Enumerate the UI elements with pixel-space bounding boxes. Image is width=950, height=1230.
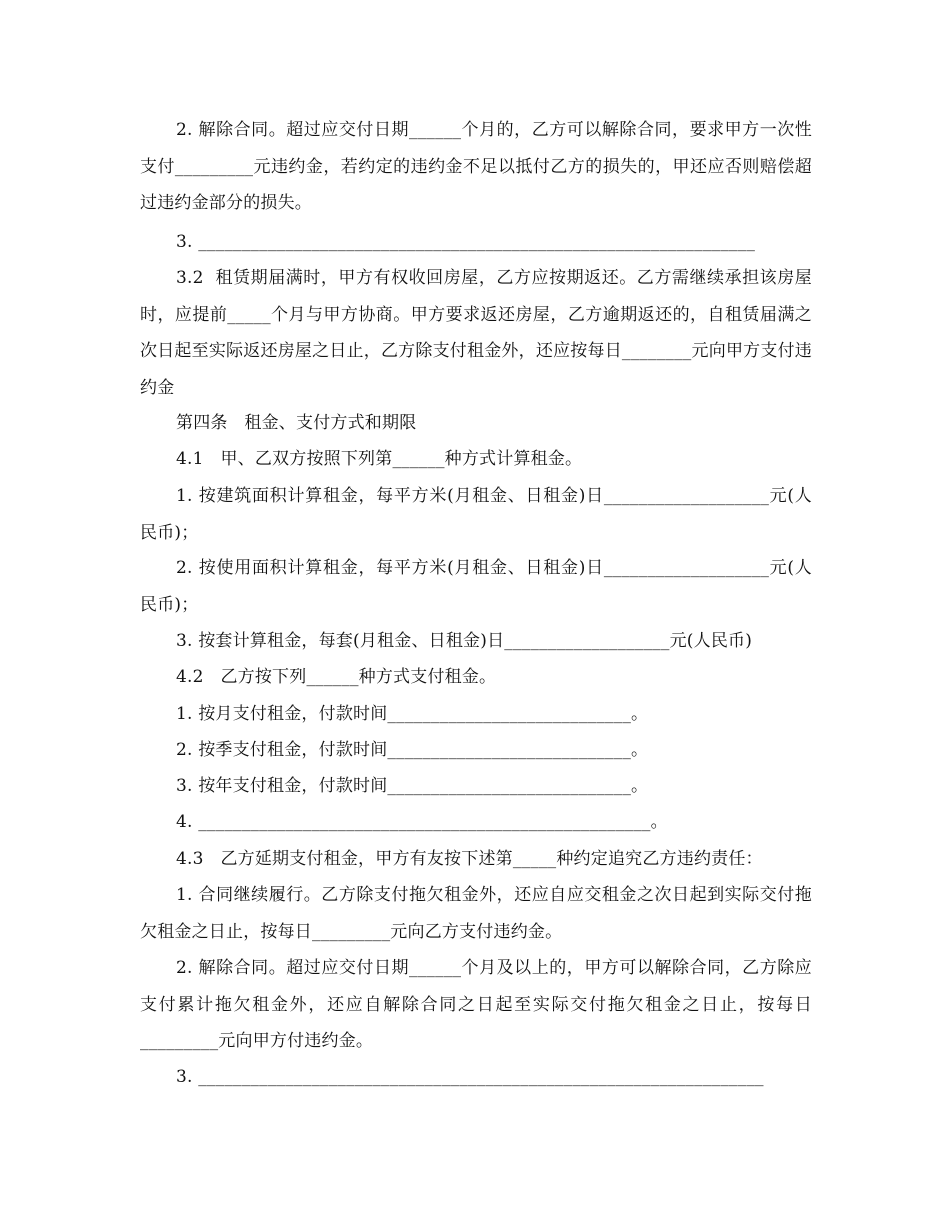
paragraph-pay-yearly: 3. 按年支付租金，付款时间____________________________。	[176, 776, 649, 796]
paragraph-rent-per-unit: 3. 按套计算租金，每套(月租金、日租金)日___________________元(人民币)	[176, 631, 753, 651]
paragraph-4-2-payment-method: 4.2 乙方按下列______种方式支付租金。	[176, 667, 497, 687]
paragraph-blank-item-3a: 3. ________________________________________________________________	[176, 232, 756, 252]
paragraph-blank-item-3b: 3. _________________________________________________________________	[176, 1067, 764, 1087]
paragraph-terminate-contract-landlord-delay: 2. 解除合同。超过应交付日期______个月的，乙方可以解除合同，要求甲方一次性支付_________元违约金，若约定的违约金不足以抵付乙方的损失的，甲还应否则赔偿超过违约金部分的损失。	[140, 120, 812, 213]
paragraph-terminate-contract-tenant-delay: 2. 解除合同。超过应交付日期______个月及以上的，甲方可以解除合同，乙方除应支付累计拖欠租金外，还应自解除合同之日起至实际交付拖欠租金之日止，按每日_________元向甲方付违约金。	[140, 958, 812, 1051]
paragraph-continue-performance: 1. 合同继续履行。乙方除支付拖欠租金外，还应自应交租金之次日起到实际交付拖欠租金之日止，按每日_________元向乙方支付违约金。	[140, 885, 812, 942]
paragraph-rent-by-building-area: 1. 按建筑面积计算租金，每平方米(月租金、日租金)日___________________元(人民币)；	[140, 486, 812, 543]
paragraph-4-3-late-payment: 4.3 乙方延期支付租金，甲方有友按下述第_____种约定追究乙方违约责任：	[176, 849, 763, 869]
paragraph-pay-monthly: 1. 按月支付租金，付款时间____________________________。	[176, 704, 649, 724]
paragraph-3-2-lease-expiry: 3.2 租赁期届满时，甲方有权收回房屋，乙方应按期返还。乙方需继续承担该房屋时，应提前_____个月与甲方协商。甲方要求返还房屋，乙方逾期返还的，自租赁届满之次日起至实际返还房屋之日止，乙方除支付租金外，还应按每日________元向甲方支付违约金	[140, 268, 812, 398]
paragraph-4-1-rent-method: 4.1 甲、乙双方按照下列第______种方式计算租金。	[176, 449, 583, 469]
paragraph-blank-item-4: 4. ____________________________________________________。	[176, 812, 668, 832]
paragraph-rent-by-usable-area: 2. 按使用面积计算租金，每平方米(月租金、日租金)日___________________元(人民币)；	[140, 558, 812, 615]
paragraph-pay-quarterly: 2. 按季支付租金，付款时间____________________________。	[176, 740, 649, 760]
section-heading-article-4: 第四条 租金、支付方式和期限	[176, 413, 417, 433]
